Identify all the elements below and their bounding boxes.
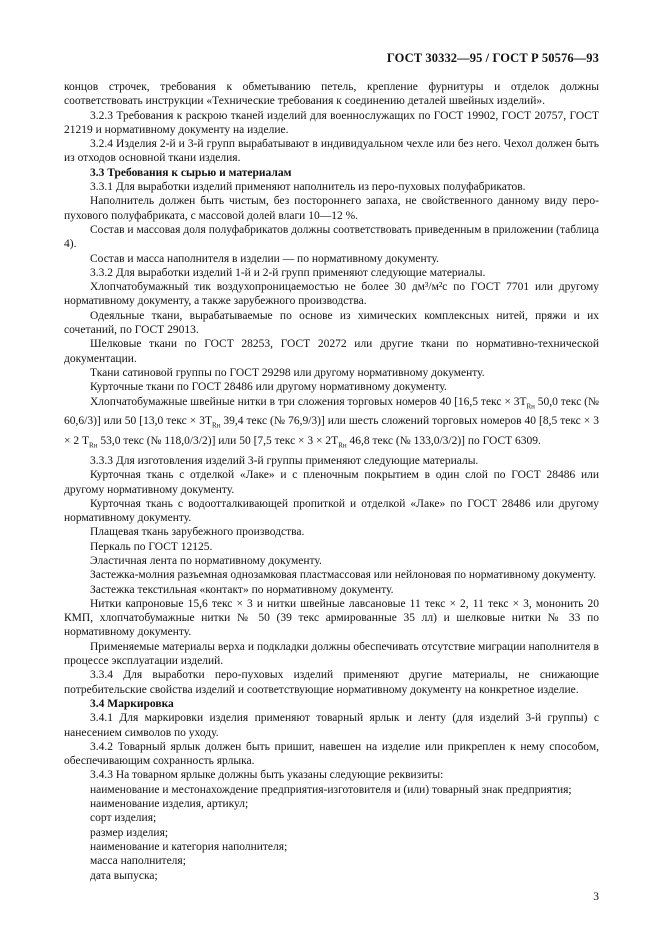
paragraph: Состав и масса наполнителя в изделии — по нормативному документу. — [90, 252, 440, 265]
paragraph: 3.3.2 Для выработки изделий 1-й и 2-й групп применяют следующие материалы. — [90, 266, 486, 279]
paragraph: Шелковые ткани по ГОСТ 28253, ГОСТ 20272 или другие ткани по нормативно-технической документации. — [64, 338, 599, 365]
paragraph: Состав и массовая доля полуфабрикатов должны соответствовать приведенным в приложении (таблица 4). — [64, 223, 599, 251]
document-body — [64, 80, 599, 883]
paragraph: Курточные ткани по ГОСТ 28486 или другому нормативному документу. — [90, 381, 447, 394]
list-item: сорт изделия; — [90, 812, 157, 825]
paragraph: Одеяльные ткани, вырабатываемые по основе из химических комплексных нитей, пряжи и их сочетаний, по ГОСТ 29013. — [64, 309, 599, 337]
list-item: наименование и местонахождение предприятия-изготовителя и (или) товарный знак предприятия; — [90, 783, 572, 796]
list-item: наименование и категория наполнителя; — [90, 840, 288, 853]
paragraph: Нитки капроновые 15,6 текс × 3 и нитки швейные лавсановые 11 текс × 2, 11 текс × 3, мононить 20 КМП, хлопчатобумажные нитки № 50 (39 текс армированные 35 лл) и шелковые нитки № 33 по нормативному документу. — [64, 597, 599, 639]
paragraph: Перкаль по ГОСТ 12125. — [90, 540, 213, 553]
paragraph: Плащевая ткань зарубежного производства. — [90, 526, 305, 539]
paragraph: концов строчек, требования к обметыванию петель, крепление фурнитуры и отделок должны соответствовать инструкции «Технические требования к соединению деталей швейных изделий». — [64, 81, 599, 108]
list-item: масса наполнителя; — [90, 855, 186, 868]
paragraph: Застежка текстильная «контакт» по нормативному документу. — [90, 583, 394, 596]
paragraph: Хлопчатобумажный тик воздухопроницаемостью не более 30 дм³/м²с по ГОСТ 7701 или другому нормативному документу, а также зарубежного производства. — [64, 281, 599, 308]
paragraph: Ткани сатиновой группы по ГОСТ 29298 или другому нормативному документу. — [90, 366, 485, 379]
paragraph: 3.3.3 Для изготовления изделий 3-й группы применяют следующие материалы. — [90, 454, 479, 467]
paragraph: 3.3.4 Для выработки перо-пуховых изделий применяют другие материалы, не снижающие потребительские свойства изделий и соответствующие нормативному документу на конкретное изделие. — [64, 669, 599, 696]
paragraph: Наполнитель должен быть чистым, без постороннего запаха, не свойственного данному виду перо-пухового полуфабриката, с массовой долей влаги 10—12 %. — [64, 195, 599, 222]
paragraph: 3.2.4 Изделия 2-й и 3-й групп вырабатывают в индивидуальном чехле или без него. Чехол должен быть из отходов основной ткани изделия. — [64, 138, 599, 165]
page-header: ГОСТ 30332—95 / ГОСТ Р 50576—93 — [386, 51, 599, 65]
paragraph: Применяемые материалы верха и подкладки должны обеспечивать отсутствие миграции наполнителя в процессе эксплуатации изделий. — [64, 640, 599, 668]
section-heading-3-4: 3.4 Маркировка — [90, 697, 174, 710]
paragraph: 3.3.1 Для выработки изделий применяют наполнитель из перо-пуховых полуфабрикатов. — [90, 181, 526, 194]
paragraph: 3.4.3 На товарном ярлыке должны быть указаны следующие реквизиты: — [90, 769, 444, 782]
thread-specification-paragraph: Хлопчатобумажные швейные нитки в три сложения торговых номеров 40 [16,5 текс × $3Т_{Rн}$ 50,0 текс (№ 60,6/3)] или 50 [13,0 текс × $3Т_{Rн}$ 39,4 текс (№ 76,9/3)] или шесть сложений торговых номеров 40 [8,5 текс × 3 × 2 $Т_{Rн}$ 53,0 текс (№ 118,0/3/2)] или 50 [7,5 текс × $3 \times 2Т_{Rн}$ 46,8 текс (№ 133,0/3/2)] по ГОСТ 6309. — [64, 395, 599, 450]
paragraph: 3.2.3 Требования к раскрою тканей изделий для военнослужащих по ГОСТ 19902, ГОСТ 20757, ГОСТ 21219 и нормативному документу на изделие. — [64, 109, 599, 136]
list-item: наименование изделия, артикул; — [90, 798, 249, 811]
paragraph: Курточная ткань с отделкой «Лаке» и с пленочным покрытием в один слой по ГОСТ 28486 или другому нормативному документу. — [64, 469, 599, 496]
section-heading-3-3: 3.3 Требования к сырью и материалам — [90, 166, 292, 179]
paragraph: 3.4.1 Для маркировки изделия применяют товарный ярлык и ленту (для изделий 3-й группы) с нанесением символов по уходу. — [64, 712, 599, 739]
page-number: 3 — [593, 891, 599, 903]
paragraph: Застежка-молния разъемная однозамковая пластмассовая или нейлоновая по нормативному документу. — [90, 569, 597, 582]
paragraph: Эластичная лента по нормативному документу. — [90, 555, 322, 567]
list-item: дата выпуска; — [90, 869, 158, 882]
paragraph: 3.4.2 Товарный ярлык должен быть пришит, навешен на изделие или прикреплен к нему способом, обеспечивающим сохранность ярлыка. — [64, 740, 599, 768]
paragraph: Курточная ткань с водоотталкивающей пропиткой и отделкой «Лаке» по ГОСТ 28486 или другому нормативному документу. — [64, 497, 599, 525]
list-item: размер изделия; — [90, 826, 169, 839]
